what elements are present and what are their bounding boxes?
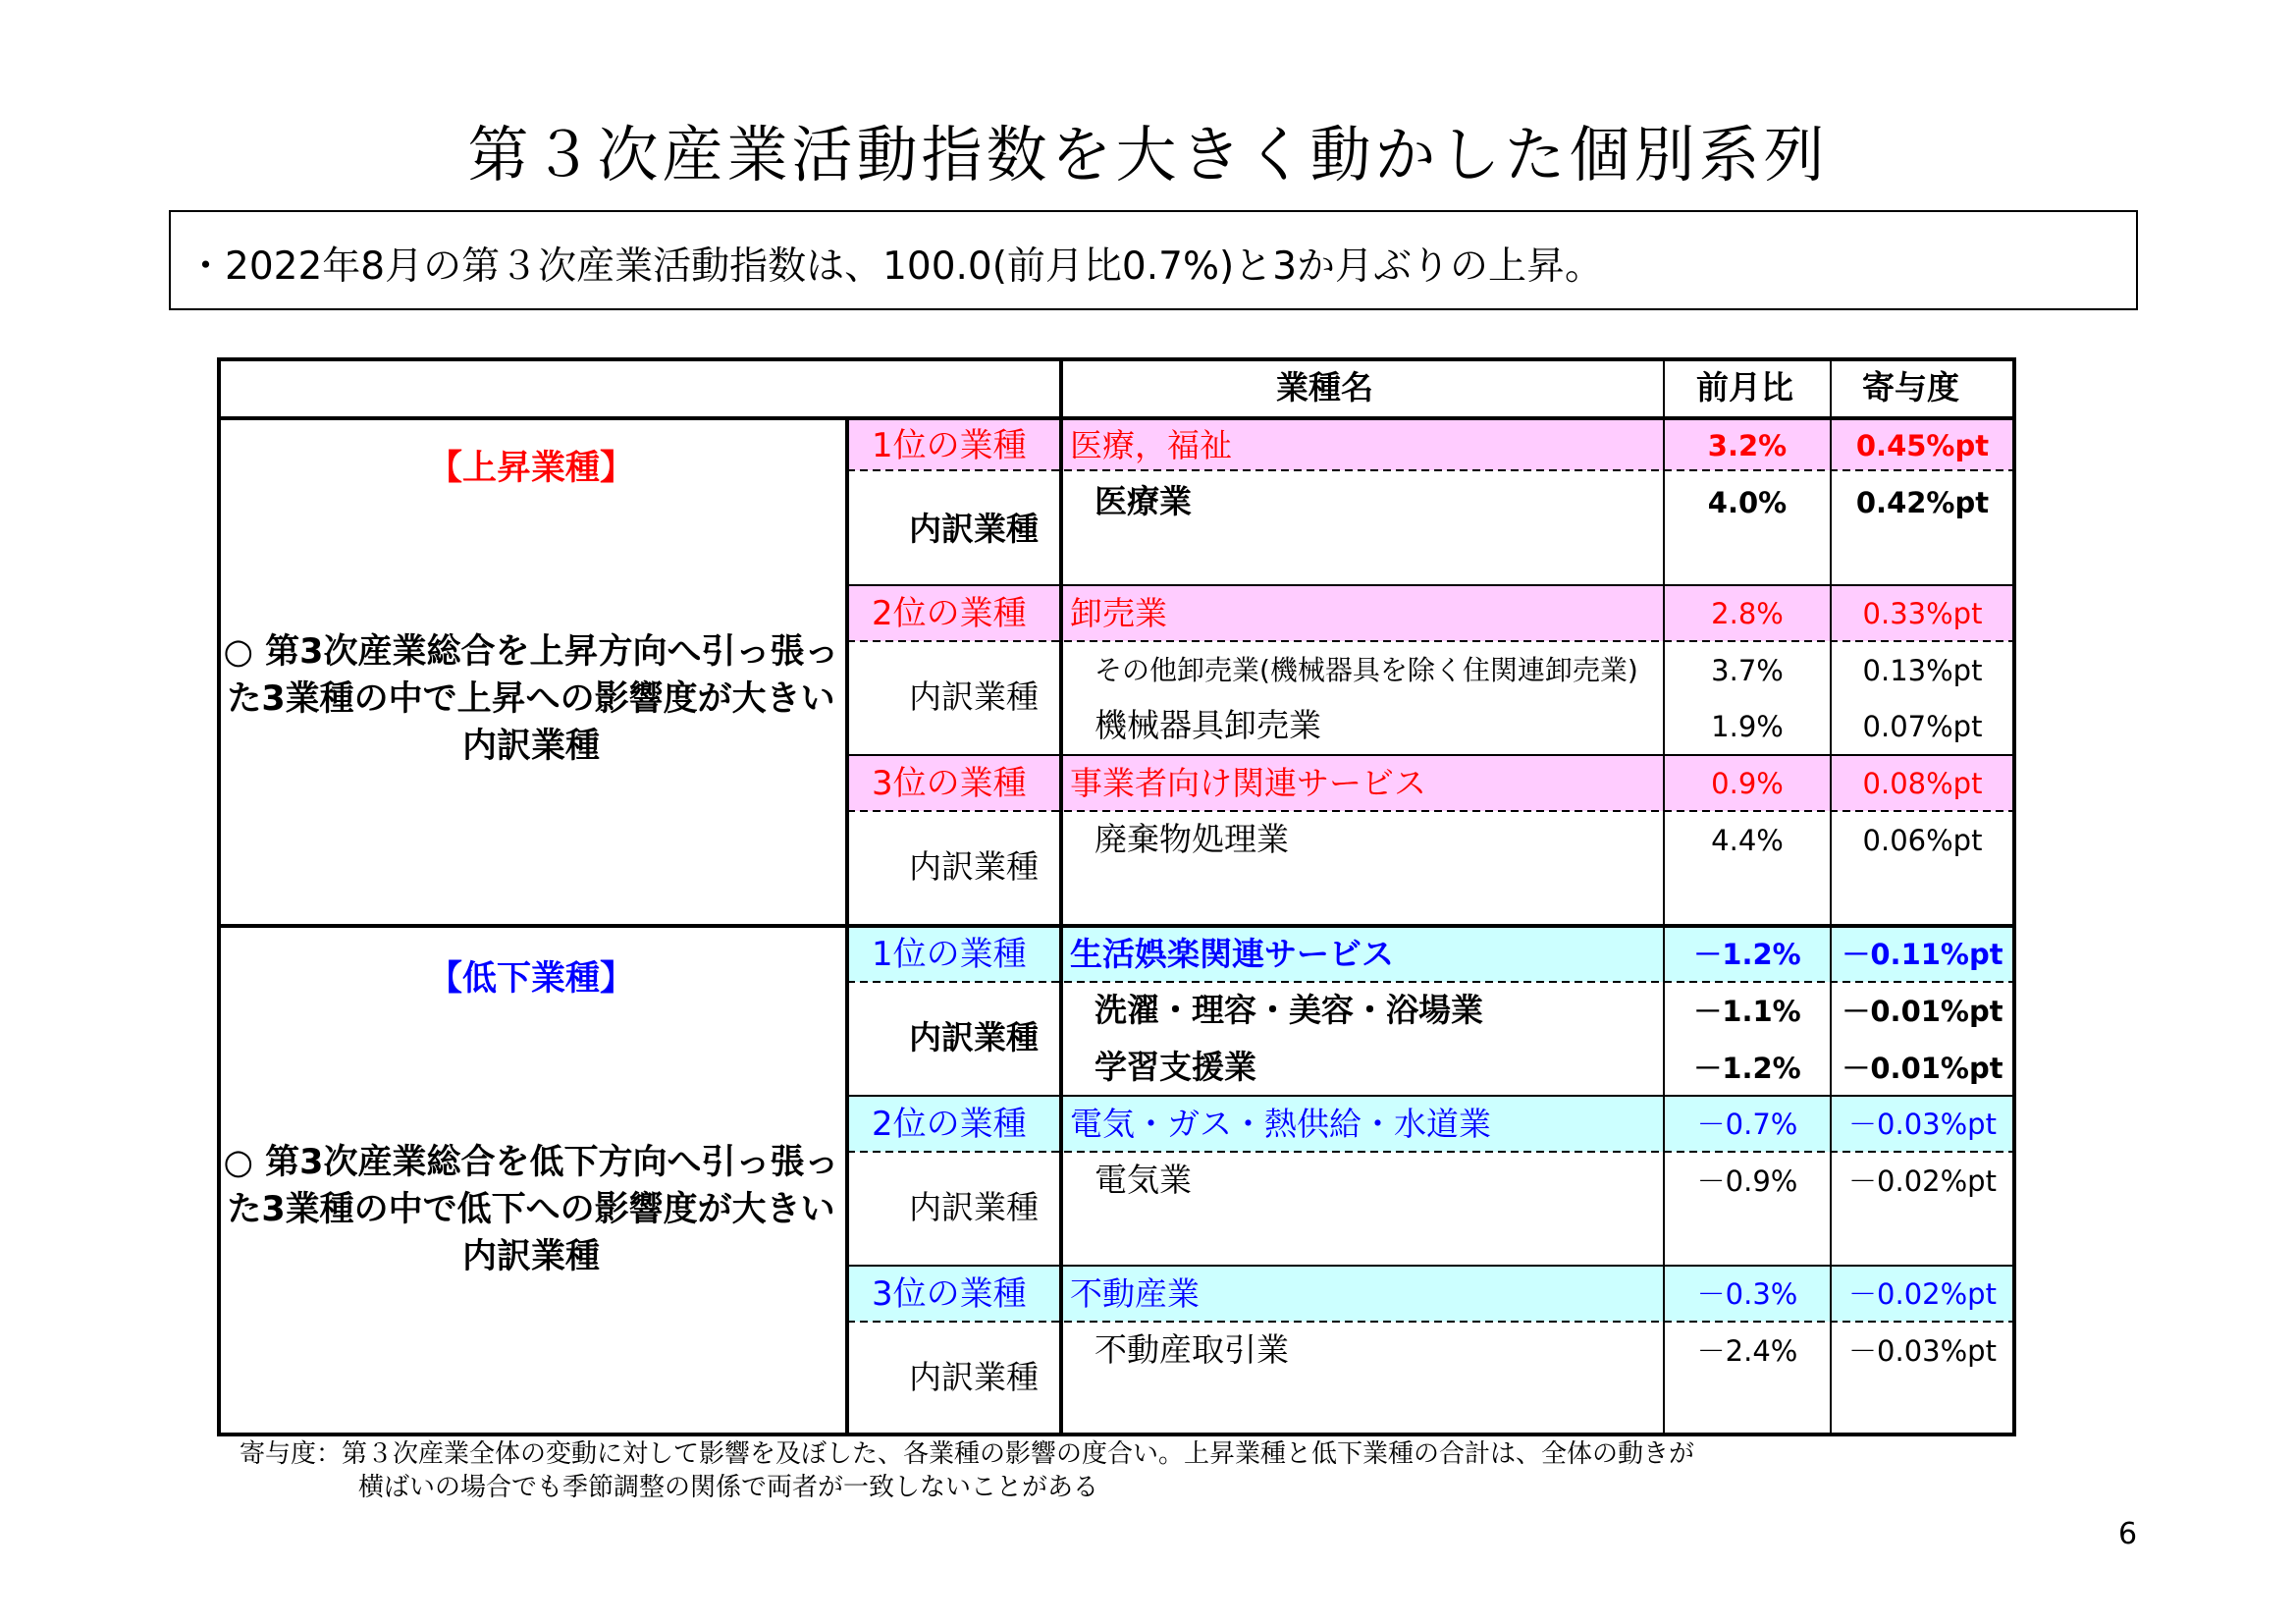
rise-rank-1-breakdown-1-mom: 4.0% (1707, 486, 1788, 519)
fall-rank-3-mom: －0.3% (1696, 1277, 1798, 1311)
fall-rank-2-mom: －0.7% (1696, 1108, 1798, 1141)
rise-rank-3-breakdown-label: 内訳業種 (909, 847, 1039, 886)
rise-rank-3-name: 事業者向け関連サービス (1070, 764, 1426, 802)
rise-rank-2-name: 卸売業 (1070, 594, 1167, 632)
header-contribution: 寄与度 (1862, 368, 1959, 406)
fall-rank-2-label: 2位の業種 (872, 1105, 1027, 1144)
rise-rank-2-breakdown-2-mom: 1.9% (1711, 710, 1784, 743)
fall-rank-2-breakdown-label: 内訳業種 (909, 1188, 1039, 1226)
rise-heading: 【上昇業種】 (427, 449, 634, 488)
fall-rank-3-name: 不動産業 (1070, 1274, 1200, 1313)
rise-rank-2-breakdown-1-name: その他卸売業(機械器具を除く住関連卸売業) (1095, 654, 1638, 686)
rise-rank-1-contribution: 0.45%pt (1855, 429, 1990, 462)
fall-rank-1-breakdown-2-name: 学習支援業 (1095, 1048, 1256, 1086)
rise-rank-3-contribution: 0.08%pt (1862, 767, 1983, 800)
fall-rank-1-breakdown-2-mom: －1.2% (1693, 1052, 1801, 1085)
header-mom: 前月比 (1696, 368, 1793, 406)
fall-rank-2-name: 電気・ガス・熱供給・水道業 (1070, 1105, 1491, 1143)
fall-rank-1-label: 1位の業種 (872, 935, 1027, 974)
fall-rank-3-contribution: －0.02%pt (1848, 1277, 1997, 1311)
rise-description: ○ 第3次産業総合を上昇方向へ引っ張った3業種の中で上昇への影響度が大きい内訳業種 (223, 632, 839, 766)
rise-rank-2-label: 2位の業種 (872, 594, 1027, 633)
fall-rank-1-contribution: －0.11%pt (1842, 938, 2003, 971)
rise-rank-3-mom: 0.9% (1711, 767, 1784, 800)
footnote-line-1: 寄与度：第３次産業全体の変動に対して影響を及ぼした、各業種の影響の度合い。上昇業種と低下業種の合計は、全体の動きが (240, 1439, 1695, 1469)
rise-rank-2-contribution: 0.33%pt (1862, 597, 1983, 630)
rise-rank-2-breakdown-1-mom: 3.7% (1711, 654, 1784, 687)
fall-rank-2-breakdown-1-mom: －0.9% (1696, 1164, 1798, 1198)
fall-description: ○ 第3次産業総合を低下方向へ引っ張った3業種の中で低下への影響度が大きい内訳業種 (223, 1143, 839, 1276)
fall-rank-2-contribution: －0.03%pt (1848, 1108, 1997, 1141)
fall-rank-3-breakdown-label: 内訳業種 (909, 1358, 1039, 1396)
page-title: 第３次産業活動指数を大きく動かした個別系列 (467, 119, 1829, 190)
page-number: 6 (2118, 1517, 2138, 1551)
rise-rank-3-label: 3位の業種 (872, 764, 1027, 803)
rise-rank-3-breakdown-1-contribution: 0.06%pt (1862, 824, 1983, 857)
rise-rank-1-label: 1位の業種 (872, 426, 1027, 465)
fall-rank-3-breakdown-1-mom: －2.4% (1696, 1334, 1798, 1368)
summary-text: ・2022年8月の第３次産業活動指数は、100.0(前月比0.7%)と3か月ぶりの上昇。 (187, 244, 1604, 289)
rise-rank-2-breakdown-1-contribution: 0.13%pt (1862, 654, 1983, 687)
rise-rank-1-breakdown-1-name: 医療業 (1095, 482, 1192, 520)
rise-rank-2-breakdown-label: 内訳業種 (909, 677, 1039, 716)
rise-rank-3-breakdown-1-name: 廃棄物処理業 (1095, 820, 1289, 858)
rise-rank-1-breakdown-label: 内訳業種 (909, 510, 1039, 548)
rise-rank-2-breakdown-2-name: 機械器具卸売業 (1095, 706, 1321, 744)
fall-rank-3-label: 3位の業種 (872, 1274, 1027, 1314)
fall-rank-1-breakdown-1-name: 洗濯・理容・美容・浴場業 (1095, 991, 1483, 1029)
fall-rank-1-mom: －1.2% (1693, 938, 1801, 971)
rise-rank-2-mom: 2.8% (1711, 597, 1784, 630)
rise-rank-2-breakdown-2-contribution: 0.07%pt (1862, 710, 1983, 743)
fall-heading: 【低下業種】 (427, 959, 634, 999)
fall-rank-1-breakdown-1-mom: －1.1% (1693, 995, 1801, 1028)
header-industry: 業種名 (1276, 368, 1373, 406)
rise-rank-1-mom: 3.2% (1707, 429, 1788, 462)
fall-rank-2-breakdown-1-name: 電気業 (1095, 1161, 1192, 1199)
fall-rank-1-name: 生活娯楽関連サービス (1070, 935, 1394, 973)
fall-rank-2-breakdown-1-contribution: －0.02%pt (1848, 1164, 1997, 1198)
fall-rank-3-breakdown-1-name: 不動産取引業 (1095, 1330, 1289, 1369)
footnote-line-2: 横ばいの場合でも季節調整の関係で両者が一致しないことがある (358, 1473, 1099, 1502)
rise-rank-3-breakdown-1-mom: 4.4% (1711, 824, 1784, 857)
fall-rank-1-breakdown-1-contribution: －0.01%pt (1842, 995, 2003, 1028)
rise-rank-1-name: 医療，福祉 (1070, 426, 1232, 464)
fall-rank-1-breakdown-2-contribution: －0.01%pt (1842, 1052, 2003, 1085)
fall-rank-3-breakdown-1-contribution: －0.03%pt (1848, 1334, 1997, 1368)
rise-rank-1-breakdown-1-contribution: 0.42%pt (1855, 486, 1990, 519)
fall-rank-1-breakdown-label: 内訳業種 (909, 1018, 1039, 1056)
